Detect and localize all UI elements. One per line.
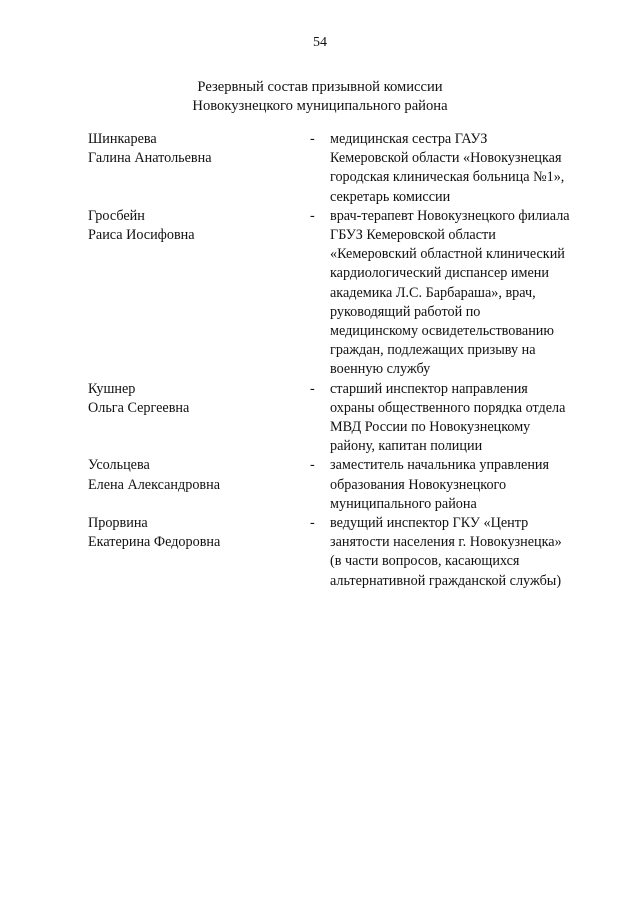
member-role [330, 514, 608, 591]
member-role-line: военную службу [330, 361, 431, 378]
member-role-line: академика Л.С. Барбараша», врач, [330, 284, 536, 301]
member-given-names: Екатерина Федоровна [88, 534, 221, 551]
member-role-line: граждан, подлежащих призыву на [330, 342, 536, 359]
member-given-names: Ольга Сергеевна [88, 399, 190, 416]
member-role-line: медицинская сестра ГАУЗ [330, 131, 488, 147]
member-name [88, 130, 310, 168]
member-surname: Шинкарева [88, 131, 157, 147]
member-role-line: Кемеровской области «Новокузнецкая [330, 150, 562, 167]
member-role-line: образования Новокузнецкого [330, 476, 507, 493]
member-role-line: врач-терапевт Новокузнецкого филиала [330, 207, 570, 224]
member-role-line: заместитель начальника управления [330, 457, 550, 474]
member-role-line: занятости населения г. Новокузнецка» [330, 534, 562, 551]
page-number: 54 [313, 35, 327, 50]
member-entry [88, 514, 608, 591]
member-dash: - [310, 380, 315, 397]
member-surname: Прорвина [88, 515, 148, 532]
member-role-line: руководящий работой по [330, 303, 481, 320]
member-role-line: району, капитан полиции [330, 438, 483, 455]
member-role-line: муниципального района [330, 495, 477, 512]
member-entry [88, 380, 608, 457]
member-entry [88, 207, 608, 380]
member-role-line: старший инспектор направления [330, 380, 528, 397]
member-given-names: Раиса Иосифовна [88, 227, 195, 244]
member-role [330, 456, 608, 514]
member-entry [88, 130, 608, 207]
member-role-line: альтернативной гражданской службы) [330, 572, 562, 589]
member-role-line: ведущий инспектор ГКУ «Центр [330, 515, 529, 532]
member-role-line: секретарь комиссии [330, 188, 451, 205]
member-role-line: (в части вопросов, касающихся [330, 553, 520, 570]
member-name [88, 207, 310, 245]
member-role [330, 380, 608, 457]
title-line-1: Резервный состав призывной комиссии [197, 79, 443, 95]
member-given-names: Галина Анатольевна [88, 150, 212, 167]
member-given-names: Елена Александровна [88, 476, 220, 493]
title-line-2: Новокузнецкого муниципального района [192, 98, 448, 114]
member-name [88, 456, 310, 494]
member-role [330, 207, 608, 380]
member-dash: - [310, 131, 315, 147]
member-role-line: ГБУЗ Кемеровской области [330, 227, 496, 244]
member-role-line: городская клиническая больница №1», [330, 169, 565, 186]
member-dash: - [310, 515, 315, 532]
member-role-line: МВД России по Новокузнецкому [330, 419, 531, 436]
member-surname: Гросбейн [88, 207, 145, 224]
member-role-line: охраны общественного порядка отдела [330, 399, 566, 416]
member-dash: - [310, 457, 315, 474]
member-role-line: медицинскому освидетельствованию [330, 323, 554, 340]
member-role-line: «Кемеровский областной клинический [330, 246, 565, 263]
member-surname: Кушнер [88, 380, 136, 397]
member-dash: - [310, 207, 315, 224]
member-name [88, 380, 310, 418]
member-surname: Усольцева [88, 457, 150, 474]
member-role [330, 130, 608, 207]
member-role-line: кардиологический диспансер имени [330, 265, 549, 282]
document-title [0, 78, 640, 116]
member-entry [88, 456, 608, 514]
member-name [88, 514, 310, 552]
member-list [88, 130, 608, 591]
